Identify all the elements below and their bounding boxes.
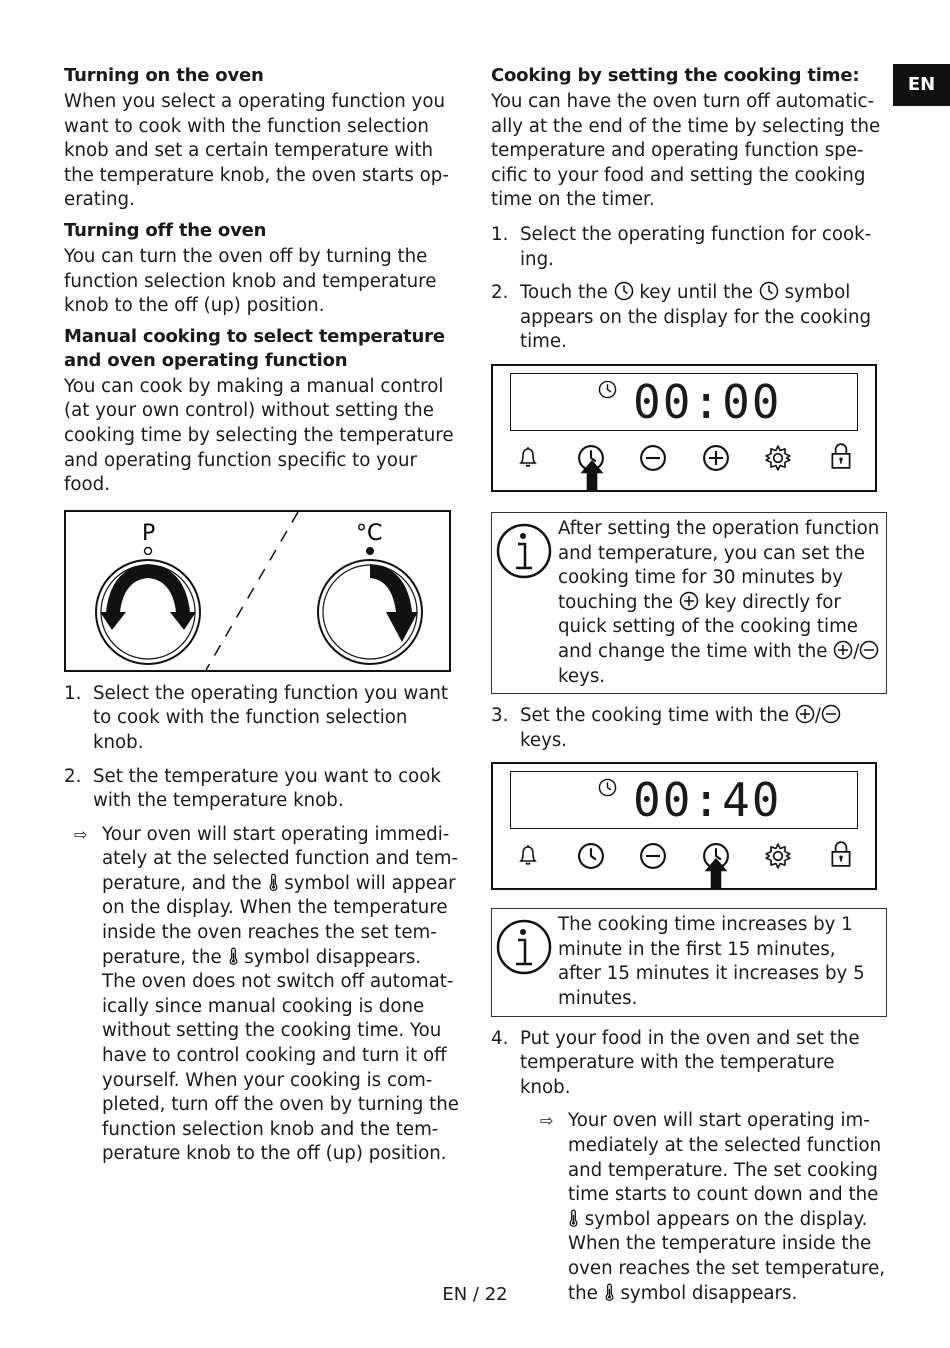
plus-icon <box>679 591 699 611</box>
list-item: 4. Put your food in the oven and set the temperature with the temperature knob. <box>491 1027 860 1098</box>
info-icon <box>496 919 552 983</box>
text-manual-cooking: You can cook by making a manual control (at your own control) without setting the cooking time by selecting the temperature and operating function specific to your food. <box>64 375 454 496</box>
result-timer: ⇨ Your oven will start operating im-mediately at the selected function and temperature. The set cooking time starts to count down and the symbol appears on the display. When the temperature inside the oven reaches the set temperature, the symbol disappears. <box>540 1110 886 1304</box>
display-screen <box>510 373 858 431</box>
rotate-right-arrow-icon <box>148 564 196 630</box>
knob-indicator-on <box>366 547 374 555</box>
heading-manual-cooking: Manual cooking to select temperature and oven operating function <box>64 325 445 371</box>
list-item: 1. Select the operating function you want to cook with the function selection knob. <box>64 682 448 753</box>
plus-key-icon[interactable] <box>702 444 730 472</box>
result-manual: ⇨ Your oven will start operating immedi-ately at the selected function and tem-perature, and the symbol will appear on the display. When the temperature inside the oven reaches the set tem-perature, the symbol disappears. The oven does not switch off automat-ically since manual cooking is done without setting the cooking time. You have to control cooking and turn it off yourself. When your cooking is com-pleted, turn off the oven by turning the function selection knob and the tem-perature knob to the off (up) position. <box>74 823 459 1165</box>
clock-icon <box>614 281 634 301</box>
clock-icon <box>598 778 617 797</box>
heading-turning-on: Turning on the oven <box>64 65 264 86</box>
list-item: 2. Touch the key until the symbol appears on the display for the cooking time. <box>491 282 872 353</box>
minus-icon <box>821 704 841 724</box>
display-screen <box>510 771 858 829</box>
knob-label-c: °C <box>356 520 383 546</box>
minus-icon <box>859 640 879 660</box>
timer-steps-2 <box>491 704 886 753</box>
info-note-2: The cooking time increases by 1 minute in the first 15 minutes, after 15 minutes it increases by 5 minutes. <box>491 908 887 1016</box>
bell-icon[interactable] <box>515 842 541 868</box>
manual-steps <box>64 682 460 814</box>
list-item: 1. Select the operating function for cook-ing. <box>491 223 872 270</box>
heading-cooking-time: Cooking by setting the cooking time: <box>491 65 860 86</box>
result-arrow-icon: ⇨ <box>74 824 88 844</box>
lock-icon[interactable] <box>827 442 855 470</box>
thermometer-icon <box>268 873 279 892</box>
timer-steps-3 <box>491 1027 886 1101</box>
plus-icon <box>795 704 815 724</box>
list-item: 2. Set the temperature you want to cook with the temperature knob. <box>64 765 441 812</box>
language-tab: EN <box>893 64 950 106</box>
settings-gear-icon[interactable] <box>764 842 792 870</box>
knob-illustration <box>66 512 449 670</box>
pointer-arrow-icon <box>703 858 729 888</box>
thermometer-icon <box>228 947 239 966</box>
lock-icon[interactable] <box>827 840 855 868</box>
heading-turning-off: Turning off the oven <box>64 219 267 241</box>
divider-line <box>206 512 298 670</box>
display-time: 00:40 <box>633 773 782 828</box>
control-panel-display-2 <box>491 762 877 890</box>
text-turning-on: When you select a operating function you want to cook with the function selection knob and set a certain temperature with the temperature knob, the oven starts op-erating. <box>64 91 449 211</box>
knob-label-p: P <box>142 520 156 546</box>
rotate-right-arrow-icon <box>370 564 418 642</box>
pointer-arrow-icon <box>579 460 605 490</box>
bell-icon[interactable] <box>515 444 541 470</box>
info-note-1: After setting the operation function and temperature, you can set the cooking time for 30 minutes by touching the key directly for quick setting of the cooking time and change the time with the / keys. <box>491 512 887 694</box>
info-icon <box>496 523 552 587</box>
result-arrow-icon: ⇨ <box>540 1111 554 1131</box>
clock-icon <box>759 281 779 301</box>
clock-icon <box>598 380 617 399</box>
minus-key-icon[interactable] <box>639 444 667 472</box>
knob-diagram <box>64 510 451 672</box>
thermometer-icon <box>568 1209 579 1228</box>
timer-steps <box>491 223 886 355</box>
control-panel-display-1 <box>491 364 877 492</box>
right-column <box>491 64 886 1306</box>
settings-gear-icon[interactable] <box>764 444 792 472</box>
knob-indicator-off <box>145 547 152 554</box>
minus-key-icon[interactable] <box>639 842 667 870</box>
rotate-left-arrow-icon <box>100 564 148 630</box>
left-column <box>64 64 460 1167</box>
text-cooking-time: You can have the oven turn off automatic-ally at the end of the time by selecting the temperature and operating function spe-cific to your food and setting the cooking time on the timer. <box>491 91 881 211</box>
clock-key-icon[interactable] <box>577 842 605 870</box>
page-footer: EN / 22 <box>442 1284 508 1305</box>
plus-icon <box>833 640 853 660</box>
display-time: 00:00 <box>633 374 782 429</box>
list-item: 3. Set the cooking time with the / keys. <box>491 704 886 753</box>
text-turning-off: You can turn the oven off by turning the function selection knob and temperature knob to the off (up) position. <box>64 245 437 317</box>
